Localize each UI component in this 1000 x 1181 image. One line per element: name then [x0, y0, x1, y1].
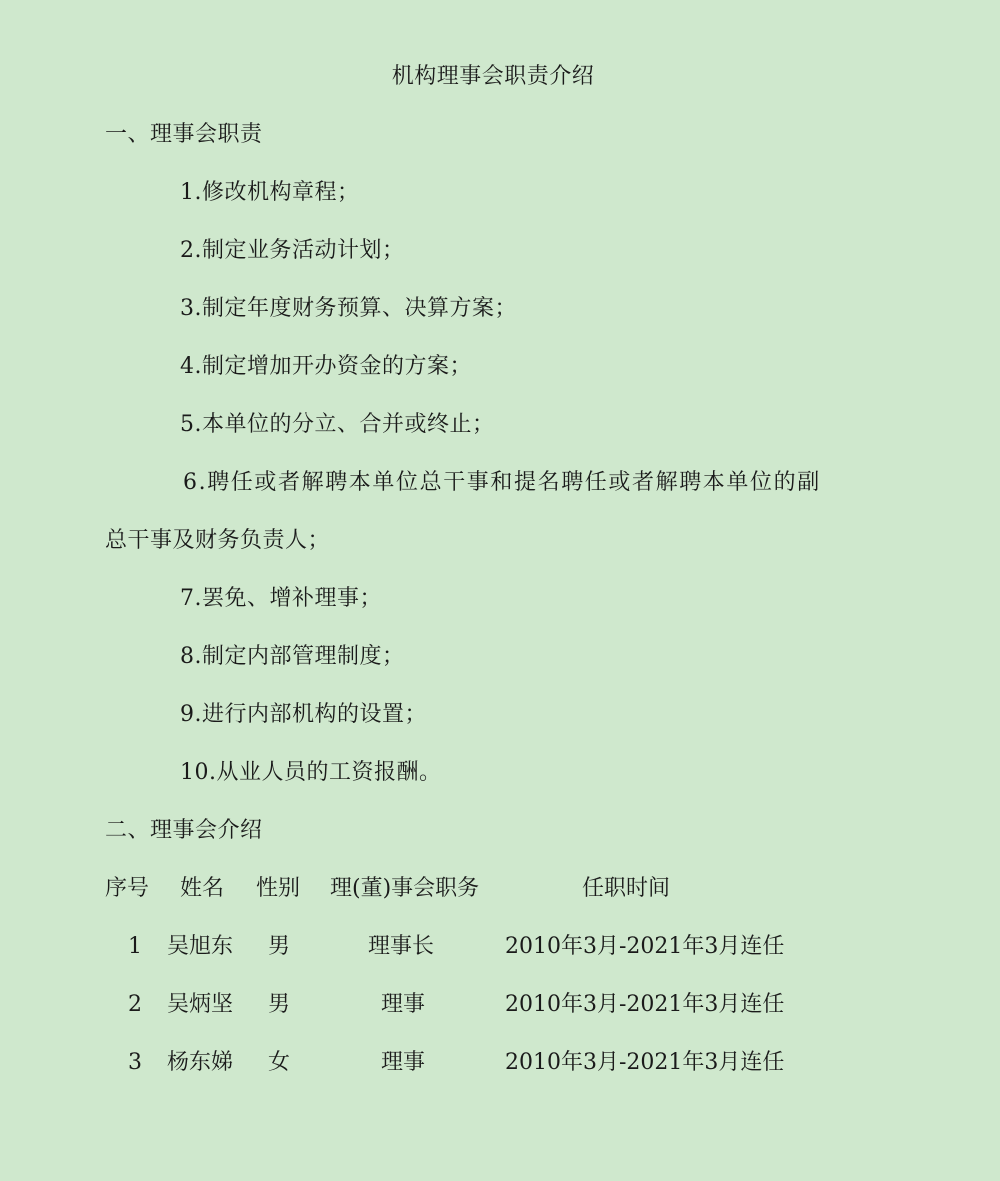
row-position: 理事长	[368, 934, 435, 959]
header-position: 理(董)事会职务	[330, 876, 480, 901]
row-gender: 女	[268, 1050, 291, 1075]
row-name: 杨东娣	[167, 1050, 234, 1075]
row-term: 2010年3月-2021年3月连任	[505, 934, 785, 959]
row-index: 2	[128, 992, 142, 1017]
duty-item-6: 6.聘任或者解聘本单位总干事和提名聘任或者解聘本单位的副	[183, 470, 821, 495]
row-position: 理事	[381, 992, 426, 1017]
header-gender: 性别	[256, 876, 301, 901]
row-position: 理事	[381, 1050, 426, 1075]
section-heading-duties: 一、理事会职责	[105, 122, 263, 147]
header-index: 序号	[105, 876, 150, 901]
row-name: 吴旭东	[167, 934, 234, 959]
duty-item-3: 3.制定年度财务预算、决算方案；	[180, 296, 517, 321]
header-name: 姓名	[180, 876, 225, 901]
duty-item-10: 10.从业人员的工资报酬。	[180, 760, 442, 785]
row-name: 吴炳坚	[167, 992, 234, 1017]
duty-item-9: 9.进行内部机构的设置；	[180, 702, 427, 727]
duty-item-5: 5.本单位的分立、合并或终止；	[180, 412, 495, 437]
duty-item-6-continued: 总干事及财务负责人；	[105, 528, 331, 553]
section-heading-intro: 二、理事会介绍	[105, 818, 263, 843]
row-index: 3	[128, 1050, 142, 1075]
header-term: 任职时间	[582, 876, 671, 901]
row-term: 2010年3月-2021年3月连任	[505, 1050, 785, 1075]
duty-item-1: 1.修改机构章程；	[180, 180, 360, 205]
duty-item-7: 7.罢免、增补理事；	[180, 586, 382, 611]
row-gender: 男	[268, 992, 291, 1017]
row-term: 2010年3月-2021年3月连任	[505, 992, 785, 1017]
duty-item-2: 2.制定业务活动计划；	[180, 238, 405, 263]
duty-item-4: 4.制定增加开办资金的方案；	[180, 354, 472, 379]
row-gender: 男	[268, 934, 291, 959]
duty-item-8: 8.制定内部管理制度；	[180, 644, 405, 669]
row-index: 1	[128, 934, 142, 959]
document-title: 机构理事会职责介绍	[391, 64, 595, 89]
